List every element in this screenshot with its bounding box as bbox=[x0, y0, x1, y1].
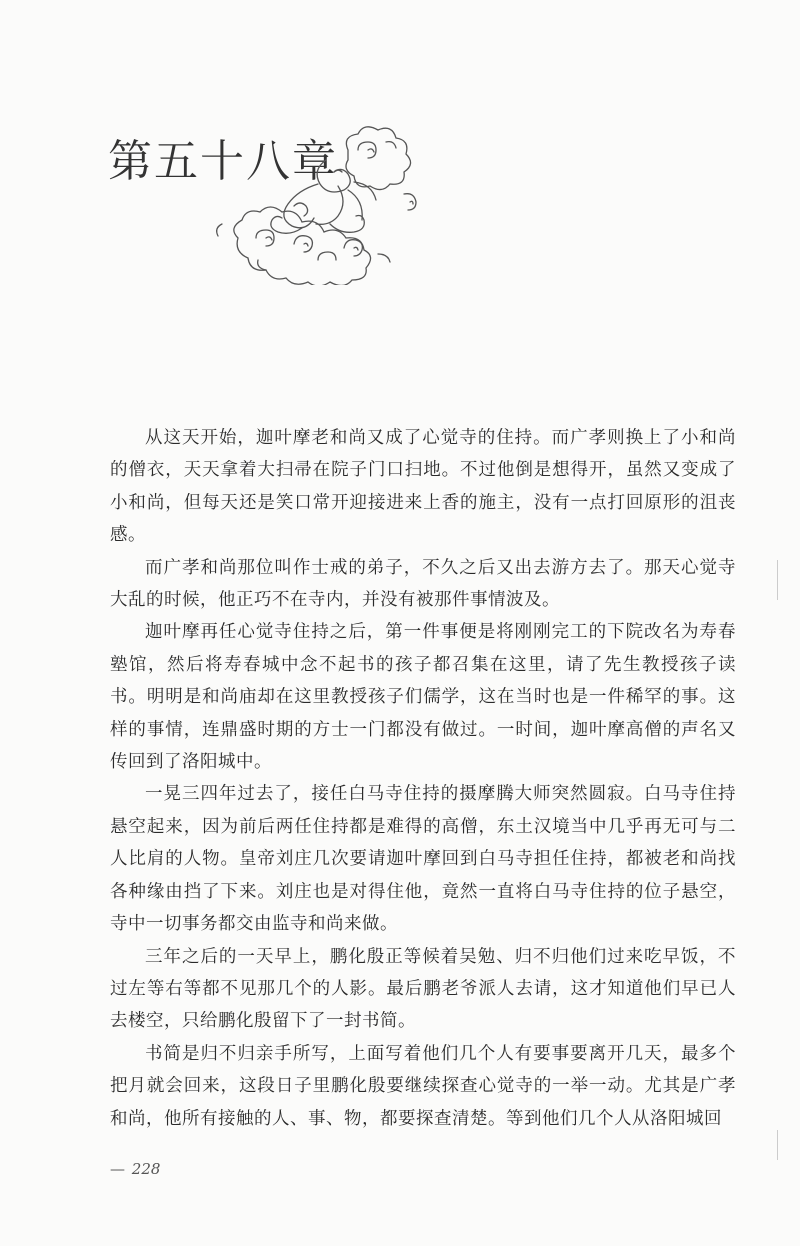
chapter-title: 第五十八章 bbox=[108, 136, 338, 187]
chapter-body-text bbox=[110, 422, 736, 1135]
paragraph: 三年之后的一天早上，鹏化殷正等候着吴勉、归不归他们过来吃早饭，不过左等右等都不见那几个的人影。最后鹏老爷派人去请，这才知道他们早已人去楼空，只给鹏化殷留下了一封书简。 bbox=[110, 946, 736, 1032]
page-number-value: 228 bbox=[131, 1160, 161, 1178]
page-number bbox=[110, 1160, 160, 1178]
paragraph: 而广孝和尚那位叫作士戒的弟子，不久之后又出去游方去了。那天心觉寺大乱的时候，他正巧不在寺内，并没有被那件事情波及。 bbox=[110, 557, 736, 611]
paragraph: 一晃三四年过去了，接任白马寺住持的摄摩腾大师突然圆寂。白马寺住持悬空起来，因为前后两任住持都是难得的高僧，东土汉境当中几乎再无可与二人比肩的人物。皇帝刘庄几次要请迦叶摩回到白马寺担任住持，都被老和尚找各种缘由挡了下来。刘庄也是对得住他，竟然一直将白马寺住持的位子悬空，寺中一切事务都交由监寺和尚来做。 bbox=[110, 784, 736, 935]
paragraph: 书简是归不归亲手所写，上面写着他们几个人有要事要离开几天，最多个把月就会回来，这段日子里鹏化殷要继续探查心觉寺的一举一动。尤其是广孝和尚，他所有接触的人、事、物，都要探查清楚。等到他们几个人从洛阳城回 bbox=[110, 1043, 736, 1129]
page-number-dash: — bbox=[110, 1160, 125, 1178]
paragraph: 从这天开始，迦叶摩老和尚又成了心觉寺的住持。而广孝则换上了小和尚的僧衣，天天拿着大扫帚在院子门口扫地。不过他倒是想得开，虽然又变成了小和尚，但每天还是笑口常开迎接进来上香的施主，没有一点打回原形的沮丧感。 bbox=[110, 428, 736, 546]
auspicious-cloud-ornament bbox=[198, 120, 438, 285]
paragraph: 迦叶摩再任心觉寺住持之后，第一件事便是将刚刚完工的下院改名为寿春塾馆，然后将寿春城中念不起书的孩子都召集在这里，请了先生教授孩子读书。明明是和尚庙却在这里教授孩子们儒学，这在当时也是一件稀罕的事。这样的事情，连鼎盛时期的方士一门都没有做过。一时间，迦叶摩高僧的声名又传回到了洛阳城中。 bbox=[110, 622, 736, 773]
page-edge-mark bbox=[777, 560, 778, 600]
page-edge-mark bbox=[777, 1130, 778, 1160]
